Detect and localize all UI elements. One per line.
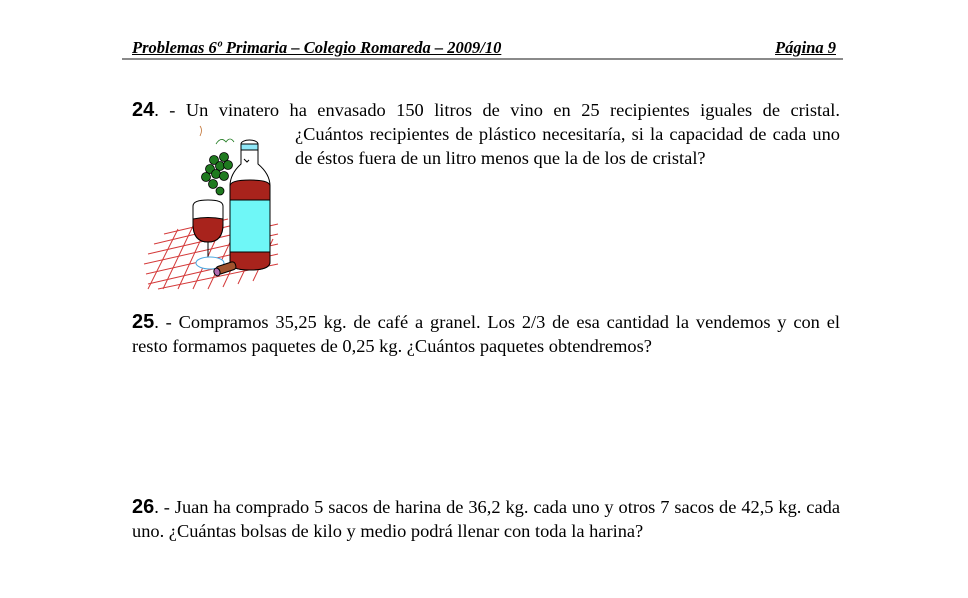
problem-separator: . - xyxy=(154,497,175,517)
page-header xyxy=(122,37,842,59)
problem-text: Un vinatero ha envasado 150 litros de vino en 25 recipientes iguales de cristal. xyxy=(185,100,840,120)
problem-26 xyxy=(132,495,840,543)
problem-separator: . - xyxy=(154,100,186,120)
problem-number: 25 xyxy=(132,311,155,333)
problem-24-continuation: ¿Cuántos recipientes de plástico necesitaría, si la capacidad de cada uno de éstos fuera de un litro menos que la de los de cristal? xyxy=(295,124,840,168)
grapes-icon xyxy=(200,126,234,195)
problem-separator: . - xyxy=(154,312,179,332)
document-title: Problemas 6º Primaria – Colegio Romareda – 2009/10 xyxy=(132,38,502,57)
wine-glass-icon xyxy=(193,200,224,269)
page-number: Página 9 xyxy=(775,38,836,57)
header-divider xyxy=(122,58,843,60)
problem-text: Compramos 35,25 kg. de café a granel. Los 2/3 de esa cantidad la vendemos y con el resto formamos paquetes de 0,25 kg. ¿Cuántos paquetes obtendremos? xyxy=(132,312,840,356)
problem-24-first-line xyxy=(132,98,840,122)
problem-25 xyxy=(132,310,840,358)
problem-text: Juan ha comprado 5 sacos de harina de 36,2 kg. cada uno y otros 7 sacos de 42,5 kg. cada uno. ¿Cuántas bolsas de kilo y medio podrá llenar con toda la harina? xyxy=(132,497,840,541)
problem-number: 26 xyxy=(132,496,155,518)
problem-number: 24 xyxy=(132,99,155,121)
bottle-icon xyxy=(230,140,270,270)
wine-bottle-illustration xyxy=(138,124,288,290)
